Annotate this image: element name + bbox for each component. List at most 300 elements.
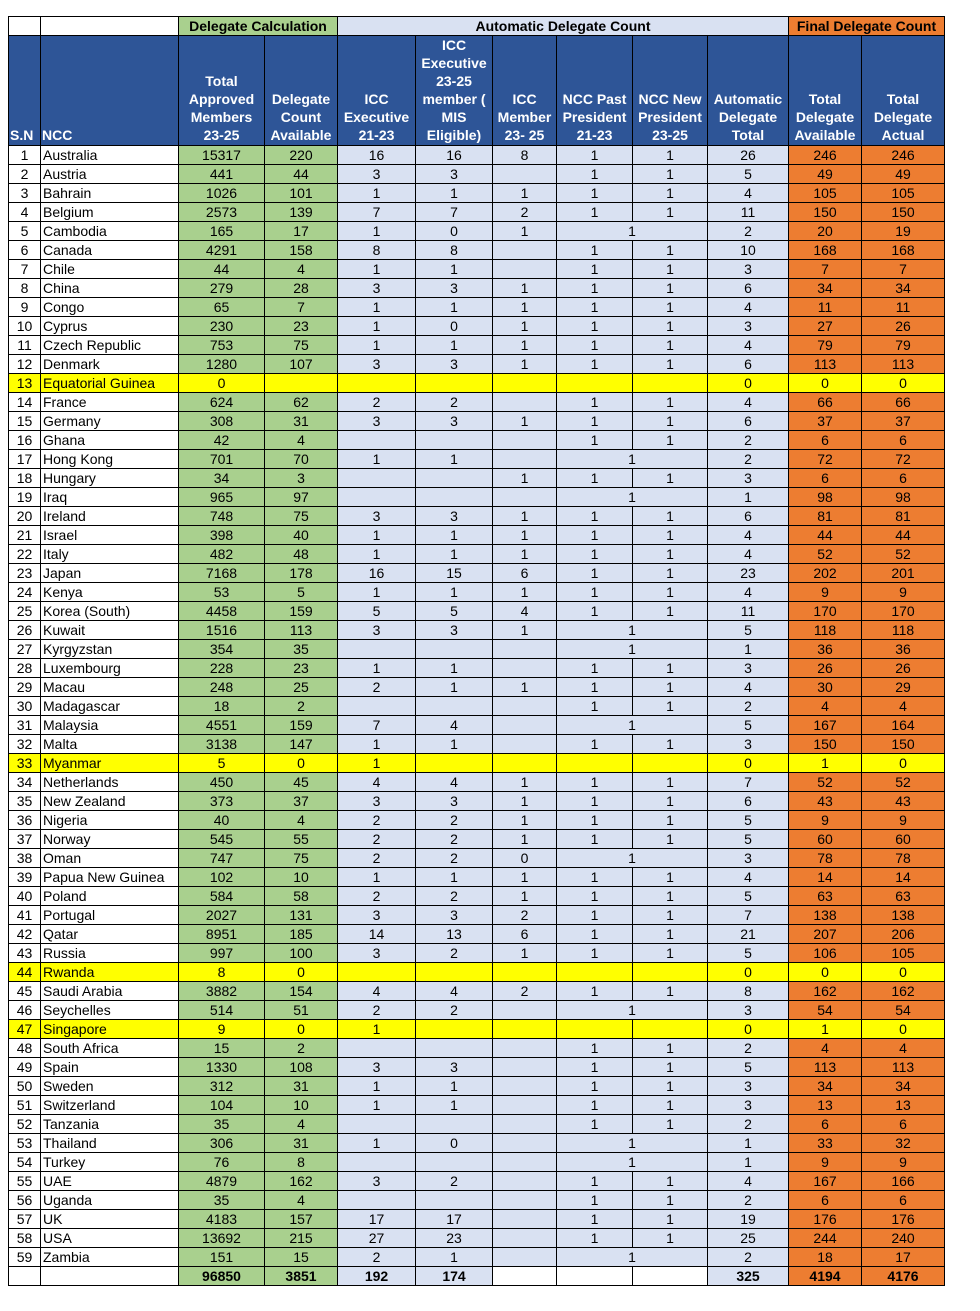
cell-total-delegate-available: 60 (789, 830, 862, 849)
cell-total-delegate-actual: 0 (862, 1020, 945, 1039)
cell-delegate-available: 31 (265, 1077, 338, 1096)
cell-sn: 42 (9, 925, 41, 944)
cell-auto-total: 21 (708, 925, 789, 944)
cell-icc-exec-23-25: 4 (416, 982, 493, 1001)
cell-ncc: Netherlands (41, 773, 179, 792)
col-header-ncc-past-president: NCC Past President 21-23 (557, 36, 633, 146)
table-row (9, 1248, 945, 1267)
table-row (9, 621, 945, 640)
cell-total-members: 42 (179, 431, 265, 450)
table-row (9, 640, 945, 659)
table-row (9, 1210, 945, 1229)
cell-icc-exec-23-25: 3 (416, 279, 493, 298)
cell-icc-member: 2 (493, 203, 557, 222)
cell-icc-exec-23-25 (416, 963, 493, 982)
cell-total-delegate-actual: 164 (862, 716, 945, 735)
cell-ncc-past-president: 1 (557, 317, 633, 336)
cell-ncc-past-president: 1 (557, 412, 633, 431)
cell-icc-exec-21-23 (338, 374, 416, 393)
cell-icc-exec-23-25: 3 (416, 355, 493, 374)
total-members: 96850 (179, 1267, 265, 1286)
cell-ncc-new-president: 1 (633, 1191, 708, 1210)
cell-delegate-available: 28 (265, 279, 338, 298)
cell-icc-exec-23-25: 13 (416, 925, 493, 944)
totals-blank-ncc (41, 1267, 179, 1286)
cell-ncc: Seychelles (41, 1001, 179, 1020)
cell-sn: 37 (9, 830, 41, 849)
cell-icc-exec-21-23: 2 (338, 1248, 416, 1267)
cell-ncc-past-president: 1 (557, 355, 633, 374)
cell-total-members: 15317 (179, 146, 265, 165)
cell-total-members: 450 (179, 773, 265, 792)
cell-total-members: 4879 (179, 1172, 265, 1191)
cell-total-delegate-actual: 63 (862, 887, 945, 906)
cell-total-members: 312 (179, 1077, 265, 1096)
cell-total-members: 279 (179, 279, 265, 298)
cell-total-delegate-actual: 113 (862, 355, 945, 374)
cell-sn: 23 (9, 564, 41, 583)
cell-total-delegate-available: 162 (789, 982, 862, 1001)
cell-total-delegate-available: 1 (789, 754, 862, 773)
cell-ncc-past-president: 1 (557, 868, 633, 887)
cell-auto-total: 23 (708, 564, 789, 583)
cell-auto-total: 6 (708, 279, 789, 298)
cell-icc-exec-23-25: 1 (416, 1077, 493, 1096)
cell-auto-total: 5 (708, 716, 789, 735)
cell-sn: 19 (9, 488, 41, 507)
cell-sn: 9 (9, 298, 41, 317)
cell-icc-member: 1 (493, 279, 557, 298)
cell-delegate-available: 139 (265, 203, 338, 222)
cell-total-delegate-actual: 105 (862, 944, 945, 963)
cell-icc-exec-23-25: 4 (416, 773, 493, 792)
cell-icc-member (493, 754, 557, 773)
cell-total-delegate-actual: 14 (862, 868, 945, 887)
cell-total-delegate-available: 6 (789, 469, 862, 488)
cell-icc-member (493, 1039, 557, 1058)
cell-icc-exec-21-23: 3 (338, 944, 416, 963)
cell-icc-exec-23-25: 1 (416, 545, 493, 564)
cell-total-members: 545 (179, 830, 265, 849)
cell-ncc: Austria (41, 165, 179, 184)
cell-total-members: 748 (179, 507, 265, 526)
cell-ncc: Italy (41, 545, 179, 564)
cell-auto-total: 0 (708, 963, 789, 982)
cell-total-members: 7168 (179, 564, 265, 583)
cell-total-delegate-actual: 162 (862, 982, 945, 1001)
cell-total-delegate-actual: 246 (862, 146, 945, 165)
cell-ncc: Hungary (41, 469, 179, 488)
cell-icc-exec-21-23: 16 (338, 146, 416, 165)
cell-icc-exec-21-23: 14 (338, 925, 416, 944)
cell-delegate-available: 44 (265, 165, 338, 184)
table-row (9, 1134, 945, 1153)
cell-total-delegate-available: 176 (789, 1210, 862, 1229)
cell-auto-total: 11 (708, 203, 789, 222)
cell-total-members: 2027 (179, 906, 265, 925)
cell-sn: 18 (9, 469, 41, 488)
cell-delegate-available: 25 (265, 678, 338, 697)
cell-delegate-available: 5 (265, 583, 338, 602)
cell-total-delegate-actual: 150 (862, 203, 945, 222)
cell-icc-member (493, 1229, 557, 1248)
cell-ncc: Israel (41, 526, 179, 545)
cell-ncc-past-president: 1 (557, 925, 633, 944)
cell-total-delegate-available: 6 (789, 1191, 862, 1210)
col-header-icc-member: ICC Member 23- 25 (493, 36, 557, 146)
cell-total-delegate-actual: 66 (862, 393, 945, 412)
cell-total-delegate-available: 36 (789, 640, 862, 659)
cell-icc-member: 6 (493, 564, 557, 583)
cell-total-members: 3882 (179, 982, 265, 1001)
cell-icc-exec-21-23: 3 (338, 507, 416, 526)
total-delegate-available-final: 4194 (789, 1267, 862, 1286)
cell-total-delegate-available: 78 (789, 849, 862, 868)
total-icc-exec-21-23: 192 (338, 1267, 416, 1286)
cell-ncc-past-president: 1 (557, 1210, 633, 1229)
cell-total-delegate-actual: 79 (862, 336, 945, 355)
cell-icc-exec-21-23: 1 (338, 659, 416, 678)
cell-icc-exec-21-23: 1 (338, 317, 416, 336)
table-row (9, 754, 945, 773)
cell-total-members: 151 (179, 1248, 265, 1267)
cell-total-delegate-available: 4 (789, 697, 862, 716)
cell-ncc-new-president: 1 (633, 469, 708, 488)
cell-total-delegate-available: 27 (789, 317, 862, 336)
cell-icc-exec-23-25: 4 (416, 716, 493, 735)
cell-sn: 6 (9, 241, 41, 260)
cell-delegate-available: 17 (265, 222, 338, 241)
cell-ncc: USA (41, 1229, 179, 1248)
cell-total-delegate-actual: 98 (862, 488, 945, 507)
cell-ncc: Germany (41, 412, 179, 431)
table-row (9, 830, 945, 849)
cell-sn: 40 (9, 887, 41, 906)
cell-icc-exec-21-23: 1 (338, 735, 416, 754)
table-row (9, 1020, 945, 1039)
col-header-total-delegate-actual: Total Delegate Actual (862, 36, 945, 146)
cell-sn: 50 (9, 1077, 41, 1096)
cell-ncc-new-president: 1 (633, 317, 708, 336)
cell-icc-member (493, 1172, 557, 1191)
cell-icc-member: 1 (493, 184, 557, 203)
cell-auto-total: 2 (708, 1191, 789, 1210)
total-new-president-blank (633, 1267, 708, 1286)
cell-icc-exec-23-25: 1 (416, 336, 493, 355)
cell-total-delegate-actual: 0 (862, 374, 945, 393)
cell-icc-exec-21-23 (338, 963, 416, 982)
cell-ncc-new-president: 1 (633, 1172, 708, 1191)
cell-total-delegate-actual: 37 (862, 412, 945, 431)
cell-sn: 51 (9, 1096, 41, 1115)
cell-icc-member: 1 (493, 336, 557, 355)
table-row (9, 1058, 945, 1077)
cell-auto-total: 5 (708, 165, 789, 184)
cell-ncc-new-president: 1 (633, 773, 708, 792)
table-row (9, 507, 945, 526)
delegate-table-wrapper (8, 16, 945, 1286)
cell-ncc: Qatar (41, 925, 179, 944)
cell-total-delegate-available: 33 (789, 1134, 862, 1153)
col-header-delegate-count-available: Delegate Count Available (265, 36, 338, 146)
cell-total-delegate-actual: 201 (862, 564, 945, 583)
cell-ncc: Canada (41, 241, 179, 260)
cell-ncc: South Africa (41, 1039, 179, 1058)
cell-icc-exec-23-25: 2 (416, 944, 493, 963)
table-row (9, 146, 945, 165)
table-row (9, 1153, 945, 1172)
cell-total-members: 701 (179, 450, 265, 469)
cell-ncc-past-president: 1 (557, 184, 633, 203)
cell-ncc-past-president: 1 (557, 982, 633, 1001)
cell-icc-exec-21-23: 1 (338, 1096, 416, 1115)
cell-ncc: UAE (41, 1172, 179, 1191)
cell-total-members: 35 (179, 1115, 265, 1134)
cell-icc-member (493, 393, 557, 412)
cell-total-delegate-available: 167 (789, 1172, 862, 1191)
table-row (9, 906, 945, 925)
cell-total-members: 0 (179, 374, 265, 393)
cell-total-delegate-actual: 0 (862, 754, 945, 773)
cell-sn: 15 (9, 412, 41, 431)
cell-ncc: Oman (41, 849, 179, 868)
cell-sn: 57 (9, 1210, 41, 1229)
totals-row (9, 1267, 945, 1286)
cell-auto-total: 1 (708, 1153, 789, 1172)
cell-delegate-available: 108 (265, 1058, 338, 1077)
cell-sn: 36 (9, 811, 41, 830)
cell-total-delegate-available: 9 (789, 1153, 862, 1172)
cell-ncc-new-president: 1 (633, 1039, 708, 1058)
cell-ncc-past-president: 1 (557, 165, 633, 184)
cell-icc-member: 1 (493, 317, 557, 336)
cell-icc-member: 0 (493, 849, 557, 868)
table-row (9, 963, 945, 982)
table-body (9, 146, 945, 1286)
cell-ncc-past-president: 1 (557, 1058, 633, 1077)
cell-total-members: 4183 (179, 1210, 265, 1229)
cell-total-members: 40 (179, 811, 265, 830)
table-row (9, 526, 945, 545)
table-row (9, 659, 945, 678)
cell-total-members: 102 (179, 868, 265, 887)
table-row (9, 488, 945, 507)
cell-icc-exec-21-23: 1 (338, 450, 416, 469)
cell-delegate-available: 215 (265, 1229, 338, 1248)
cell-ncc-past-president: 1 (557, 469, 633, 488)
cell-ncc: Rwanda (41, 963, 179, 982)
cell-icc-member: 1 (493, 868, 557, 887)
cell-ncc-past-president: 1 (557, 279, 633, 298)
cell-total-delegate-available: 98 (789, 488, 862, 507)
col-header-ncc-new-president: NCC New President 23-25 (633, 36, 708, 146)
cell-sn: 17 (9, 450, 41, 469)
cell-sn: 8 (9, 279, 41, 298)
cell-icc-exec-21-23: 4 (338, 773, 416, 792)
col-header-ncc: NCC (41, 36, 179, 146)
cell-auto-total: 3 (708, 1077, 789, 1096)
cell-icc-exec-21-23: 4 (338, 982, 416, 1001)
cell-total-members: 34 (179, 469, 265, 488)
cell-total-members: 230 (179, 317, 265, 336)
cell-total-delegate-actual: 6 (862, 469, 945, 488)
table-row (9, 925, 945, 944)
cell-icc-member (493, 1153, 557, 1172)
cell-sn: 27 (9, 640, 41, 659)
cell-ncc-new-president: 1 (633, 811, 708, 830)
cell-icc-exec-23-25: 0 (416, 222, 493, 241)
cell-total-delegate-actual: 54 (862, 1001, 945, 1020)
table-row (9, 1191, 945, 1210)
cell-ncc-new-president: 1 (633, 507, 708, 526)
cell-ncc-new-president: 1 (633, 830, 708, 849)
cell-ncc-new-president: 1 (633, 564, 708, 583)
cell-sn: 43 (9, 944, 41, 963)
cell-total-delegate-available: 34 (789, 279, 862, 298)
cell-sn: 28 (9, 659, 41, 678)
cell-icc-exec-21-23 (338, 1039, 416, 1058)
cell-ncc-past-president: 1 (557, 697, 633, 716)
cell-total-delegate-available: 0 (789, 963, 862, 982)
cell-total-delegate-actual: 150 (862, 735, 945, 754)
cell-total-delegate-actual: 9 (862, 583, 945, 602)
cell-ncc-new-president: 1 (633, 583, 708, 602)
table-row (9, 374, 945, 393)
cell-ncc-new-president: 1 (633, 1115, 708, 1134)
cell-sn: 48 (9, 1039, 41, 1058)
cell-delegate-available: 185 (265, 925, 338, 944)
cell-icc-exec-23-25: 1 (416, 735, 493, 754)
cell-total-members: 308 (179, 412, 265, 431)
cell-total-members: 76 (179, 1153, 265, 1172)
cell-ncc: Kenya (41, 583, 179, 602)
cell-total-members: 753 (179, 336, 265, 355)
cell-total-delegate-actual: 72 (862, 450, 945, 469)
table-row (9, 279, 945, 298)
cell-ncc-past-president: 1 (557, 526, 633, 545)
table-row (9, 982, 945, 1001)
cell-icc-member: 1 (493, 887, 557, 906)
cell-ncc: Kyrgyzstan (41, 640, 179, 659)
cell-ncc-president-merged: 1 (557, 450, 708, 469)
cell-icc-member: 1 (493, 355, 557, 374)
cell-icc-exec-23-25 (416, 1039, 493, 1058)
cell-ncc-past-president: 1 (557, 830, 633, 849)
cell-ncc: Ireland (41, 507, 179, 526)
cell-sn: 12 (9, 355, 41, 374)
cell-ncc-past-president: 1 (557, 1077, 633, 1096)
cell-sn: 1 (9, 146, 41, 165)
cell-icc-exec-23-25: 1 (416, 1096, 493, 1115)
cell-delegate-available: 113 (265, 621, 338, 640)
cell-total-members: 4291 (179, 241, 265, 260)
cell-total-delegate-available: 7 (789, 260, 862, 279)
table-row (9, 545, 945, 564)
cell-total-delegate-actual: 60 (862, 830, 945, 849)
cell-icc-member (493, 431, 557, 450)
cell-auto-total: 0 (708, 754, 789, 773)
cell-icc-exec-21-23: 1 (338, 526, 416, 545)
cell-total-delegate-actual: 81 (862, 507, 945, 526)
cell-icc-exec-21-23 (338, 640, 416, 659)
cell-delegate-available: 51 (265, 1001, 338, 1020)
cell-ncc-new-president: 1 (633, 697, 708, 716)
cell-ncc-past-president: 1 (557, 678, 633, 697)
cell-ncc: Poland (41, 887, 179, 906)
cell-ncc: Malaysia (41, 716, 179, 735)
cell-ncc-past-president: 1 (557, 735, 633, 754)
cell-icc-exec-21-23: 8 (338, 241, 416, 260)
cell-icc-exec-21-23: 3 (338, 1058, 416, 1077)
table-row (9, 583, 945, 602)
cell-total-members: 165 (179, 222, 265, 241)
cell-icc-member (493, 450, 557, 469)
cell-icc-exec-23-25: 16 (416, 146, 493, 165)
cell-total-delegate-actual: 49 (862, 165, 945, 184)
cell-delegate-available: 23 (265, 317, 338, 336)
cell-total-members: 514 (179, 1001, 265, 1020)
cell-auto-total: 3 (708, 735, 789, 754)
table-row (9, 944, 945, 963)
cell-auto-total: 4 (708, 545, 789, 564)
cell-ncc-past-president: 1 (557, 1191, 633, 1210)
cell-ncc: Hong Kong (41, 450, 179, 469)
cell-total-members: 624 (179, 393, 265, 412)
column-header-row (9, 36, 945, 146)
cell-ncc-new-president: 1 (633, 545, 708, 564)
cell-ncc-past-president: 1 (557, 431, 633, 450)
cell-sn: 13 (9, 374, 41, 393)
cell-icc-exec-23-25: 3 (416, 507, 493, 526)
cell-total-delegate-available: 72 (789, 450, 862, 469)
cell-ncc-president-merged: 1 (557, 1134, 708, 1153)
cell-ncc: Bahrain (41, 184, 179, 203)
cell-icc-member: 1 (493, 412, 557, 431)
cell-total-delegate-actual: 9 (862, 811, 945, 830)
cell-icc-member (493, 1191, 557, 1210)
cell-ncc: UK (41, 1210, 179, 1229)
cell-sn: 16 (9, 431, 41, 450)
cell-total-members: 15 (179, 1039, 265, 1058)
cell-icc-member: 2 (493, 906, 557, 925)
cell-delegate-available: 70 (265, 450, 338, 469)
table-row (9, 184, 945, 203)
cell-icc-exec-21-23: 3 (338, 1172, 416, 1191)
cell-total-members: 965 (179, 488, 265, 507)
cell-total-delegate-actual: 118 (862, 621, 945, 640)
cell-delegate-available: 15 (265, 1248, 338, 1267)
cell-total-delegate-available: 150 (789, 203, 862, 222)
cell-ncc: Zambia (41, 1248, 179, 1267)
cell-delegate-available: 48 (265, 545, 338, 564)
cell-icc-exec-21-23: 1 (338, 868, 416, 887)
cell-sn: 21 (9, 526, 41, 545)
cell-icc-exec-23-25: 3 (416, 165, 493, 184)
cell-icc-member: 4 (493, 602, 557, 621)
cell-icc-member (493, 1210, 557, 1229)
cell-total-delegate-actual: 206 (862, 925, 945, 944)
cell-total-delegate-actual: 113 (862, 1058, 945, 1077)
cell-delegate-available: 107 (265, 355, 338, 374)
cell-total-delegate-available: 13 (789, 1096, 862, 1115)
cell-ncc: Portugal (41, 906, 179, 925)
cell-ncc: New Zealand (41, 792, 179, 811)
table-row (9, 1229, 945, 1248)
cell-delegate-available: 159 (265, 716, 338, 735)
cell-ncc: Belgium (41, 203, 179, 222)
cell-auto-total: 19 (708, 1210, 789, 1229)
cell-total-delegate-actual: 26 (862, 659, 945, 678)
